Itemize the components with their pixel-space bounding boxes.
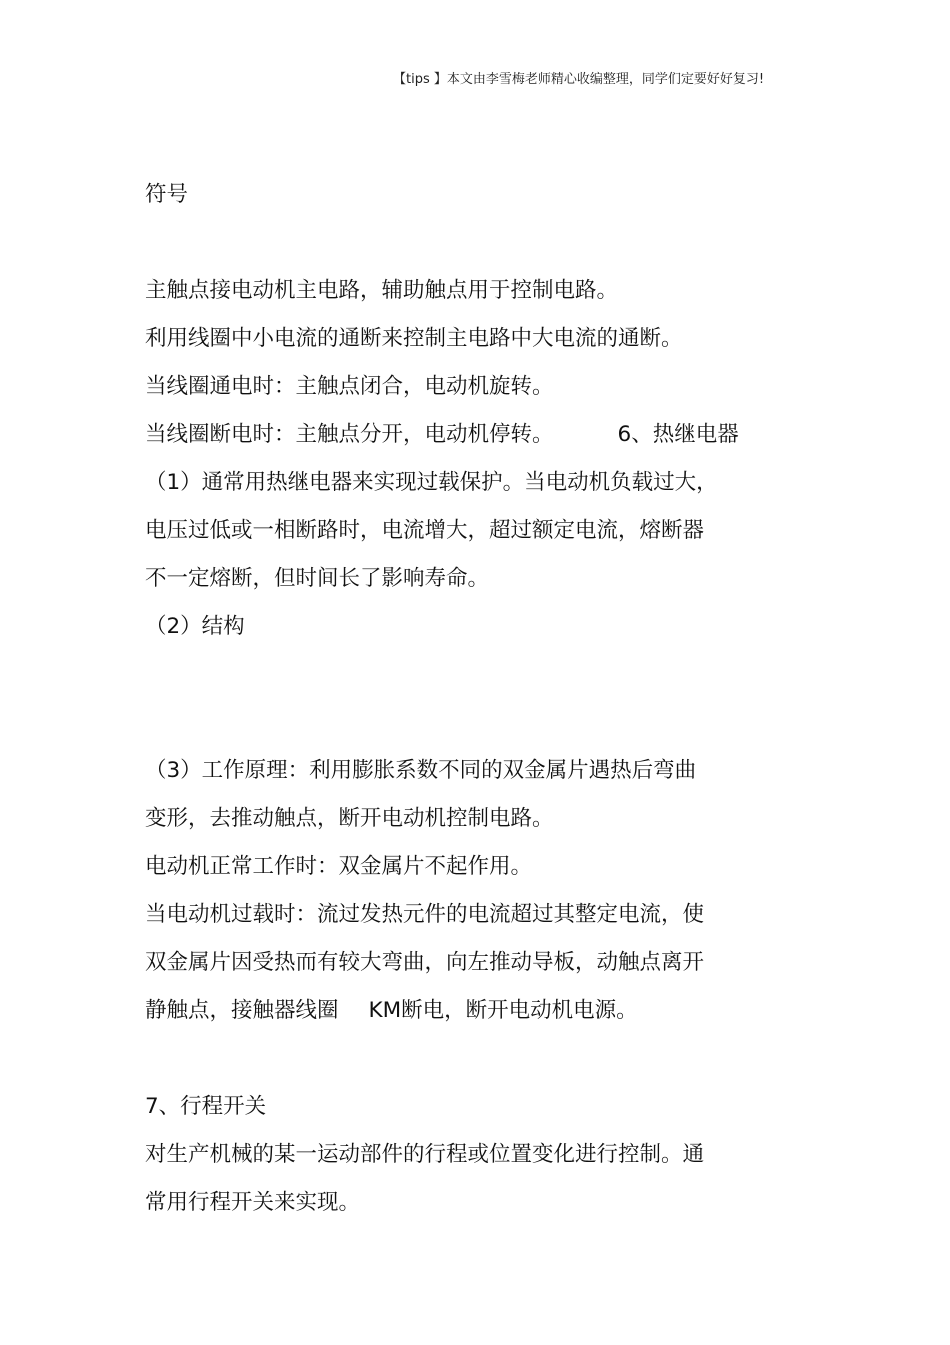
paragraph-line (145, 420, 739, 450)
paragraph-line: 常用行程开关来实现。 (145, 1190, 361, 1215)
section-heading-travel-switch: 7、行程开关 (145, 1094, 267, 1119)
subheading-structure: （2）结构 (145, 614, 245, 639)
paragraph-line: 变形，去推动触点，断开电动机控制电路。 (145, 806, 554, 831)
header-tip: 【tips 】本文由李雪梅老师精心收编整理，同学们定要好好复习! (393, 72, 765, 87)
paragraph-line: 双金属片因受热而有较大弯曲，向左推动导板，动触点离开 (145, 950, 705, 975)
paragraph-line: 不一定熔断，但时间长了影响寿命。 (145, 566, 490, 591)
paragraph-line: 当电动机过载时：流过发热元件的电流超过其整定电流，使 (145, 902, 705, 927)
paragraph-text: 静触点，接触器线圈 (145, 998, 339, 1023)
paragraph-line: 电压过低或一相断路时，电流增大，超过额定电流，熔断器 (145, 518, 705, 543)
paragraph-line: 主触点接电动机主电路，辅助触点用于控制电路。 (145, 278, 619, 303)
paragraph-line: 对生产机械的某一运动部件的行程或位置变化进行控制。通 (145, 1142, 705, 1167)
paragraph-line: （1）通常用热继电器来实现过载保护。当电动机负载过大， (145, 470, 718, 495)
symbol-heading: 符号 (145, 182, 189, 207)
paragraph-line: （3）工作原理：利用膨胀系数不同的双金属片遇热后弯曲 (145, 758, 697, 783)
paragraph-text: 当线圈断电时：主触点分开，电动机停转。 (145, 422, 554, 447)
paragraph-line (145, 996, 638, 1026)
paragraph-line: 当线圈通电时：主触点闭合，电动机旋转。 (145, 374, 554, 399)
section-heading-thermal-relay: 6、热继电器 (617, 422, 739, 447)
paragraph-line: 利用线圈中小电流的通断来控制主电路中大电流的通断。 (145, 326, 683, 351)
paragraph-text: KM断电，断开电动机电源。 (368, 998, 638, 1023)
paragraph-line: 电动机正常工作时：双金属片不起作用。 (145, 854, 533, 879)
